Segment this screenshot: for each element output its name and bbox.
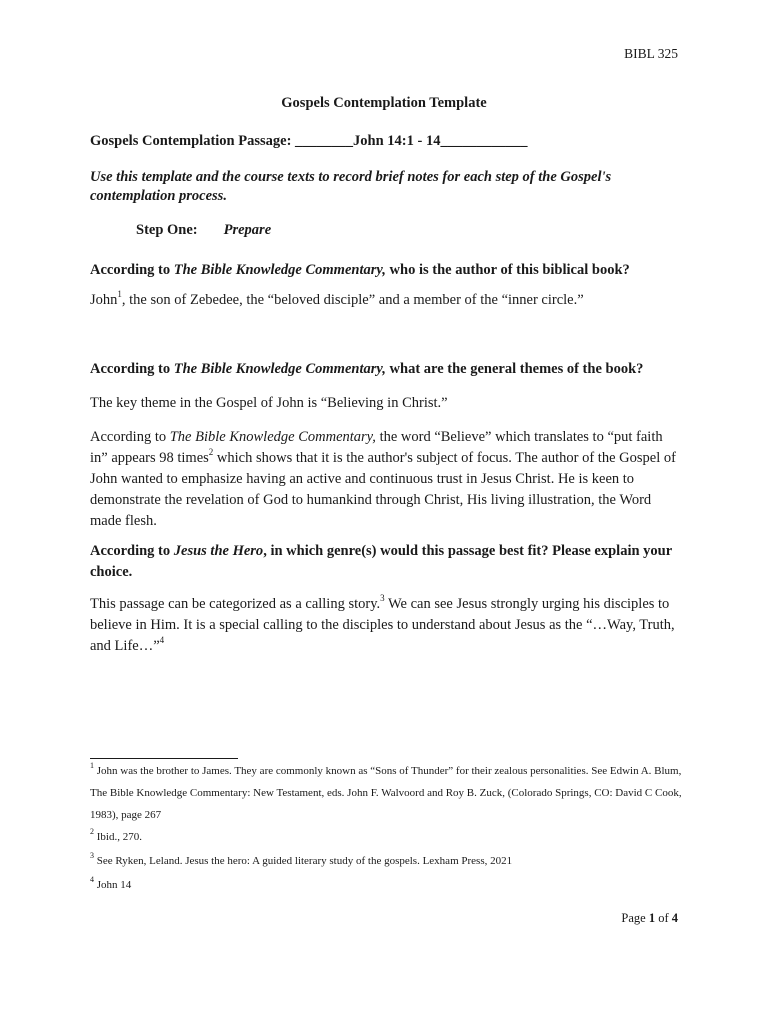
footnote-text: See Ryken, Leland. Jesus the hero: A guided literary study of the gospels. Lexham Press, 2021 [94, 855, 513, 867]
page-label: Page [621, 911, 649, 925]
source-title: Jesus the Hero [173, 543, 264, 559]
question-prefix: According to [90, 361, 174, 377]
step-heading [136, 222, 271, 239]
footnote-2 [90, 826, 690, 848]
question-prefix: According to [90, 543, 174, 559]
passage-line [90, 133, 527, 150]
footnote-4 [90, 874, 690, 896]
footnote-number: 1 [90, 761, 94, 771]
answer-genre-rest: We can see Jesus strongly urging his disciples to believe in Him. It is a special calling to the disciples to understand about Jesus as the “…Way, Truth, and Life…” [90, 596, 675, 654]
question-themes [90, 359, 680, 380]
answer-genre [90, 594, 680, 657]
page-of: of [655, 911, 672, 925]
footnote-number: 4 [90, 875, 94, 885]
question-rest: , in which genre(s) would this passage best fit? Please explain your choice. [90, 543, 672, 580]
question-author [90, 260, 680, 281]
question-prefix: According to [90, 262, 174, 278]
footnote-ref: 3 [380, 593, 385, 604]
answer-author-rest: , the son of Zebedee, the “beloved disciple” and a member of the “inner circle.” [121, 292, 584, 308]
answer-author [90, 290, 680, 311]
answer-prefix: According to [90, 429, 170, 445]
passage-label: Gospels Contemplation Passage: [90, 133, 292, 149]
source-title: The Bible Knowledge Commentary, [169, 429, 376, 445]
passage-blank-before: ________ [295, 133, 354, 149]
answer-themes-paragraph [90, 427, 680, 532]
answer-rest: which shows that it is the author's subject of focus. The author of the Gospel of John wanted to emphasize having an active and continuous trust in Jesus Christ. He is keen to demonstrate the revelation of God to humankind through Christ, His living illustration, the Word made flesh. [90, 450, 676, 529]
page-total: 4 [671, 911, 678, 925]
passage-blank-after: ____________ [440, 133, 528, 149]
answer-author-name: John [90, 292, 118, 308]
question-rest: what are the general themes of the book? [385, 361, 644, 377]
source-title: The Bible Knowledge Commentary, [173, 361, 386, 377]
footnote-text: John was the brother to James. They are commonly known as “Sons of Thunder” for their zealous personalities. See Edwin A. Blum, The Bible Knowledge Commentary: New Testament, eds. John F. Walvoord and Roy B. Zuck, (Colorado Springs, CO: David C Cook, 1983), page 267 [90, 765, 682, 821]
answer-genre-start: This passage can be categorized as a calling story. [90, 596, 381, 612]
footnote-number: 2 [90, 827, 94, 837]
question-genre [90, 541, 680, 583]
page-current: 1 [648, 911, 656, 925]
answer-middle: the word “Believe” which translates to “put faith in” appears 98 times [90, 429, 663, 466]
source-title: The Bible Knowledge Commentary, [173, 262, 386, 278]
question-rest: who is the author of this biblical book? [385, 262, 630, 278]
document-title: Gospels Contemplation Template [281, 95, 487, 111]
footnote-ref: 2 [208, 447, 214, 458]
course-code: BIBL 325 [624, 46, 678, 61]
footnote-3 [90, 850, 690, 872]
passage-reference: John 14:1 - 14 [353, 133, 441, 149]
step-label: Step One: [136, 222, 198, 238]
footnote-1 [90, 760, 690, 826]
footnote-separator [90, 758, 238, 759]
footnote-number: 3 [90, 851, 94, 861]
footnote-ref: 4 [159, 635, 165, 646]
footnote-ref: 1 [117, 289, 122, 300]
step-name: Prepare [223, 222, 272, 238]
answer-themes-line: The key theme in the Gospel of John is “Believing in Christ.” [90, 395, 448, 411]
footnote-text: John 14 [94, 879, 132, 891]
page-number [621, 911, 678, 926]
instructions-text: Use this template and the course texts to record brief notes for each step of the Gospel's contemplation process. [90, 169, 612, 204]
footnote-text: Ibid., 270. [94, 831, 142, 843]
